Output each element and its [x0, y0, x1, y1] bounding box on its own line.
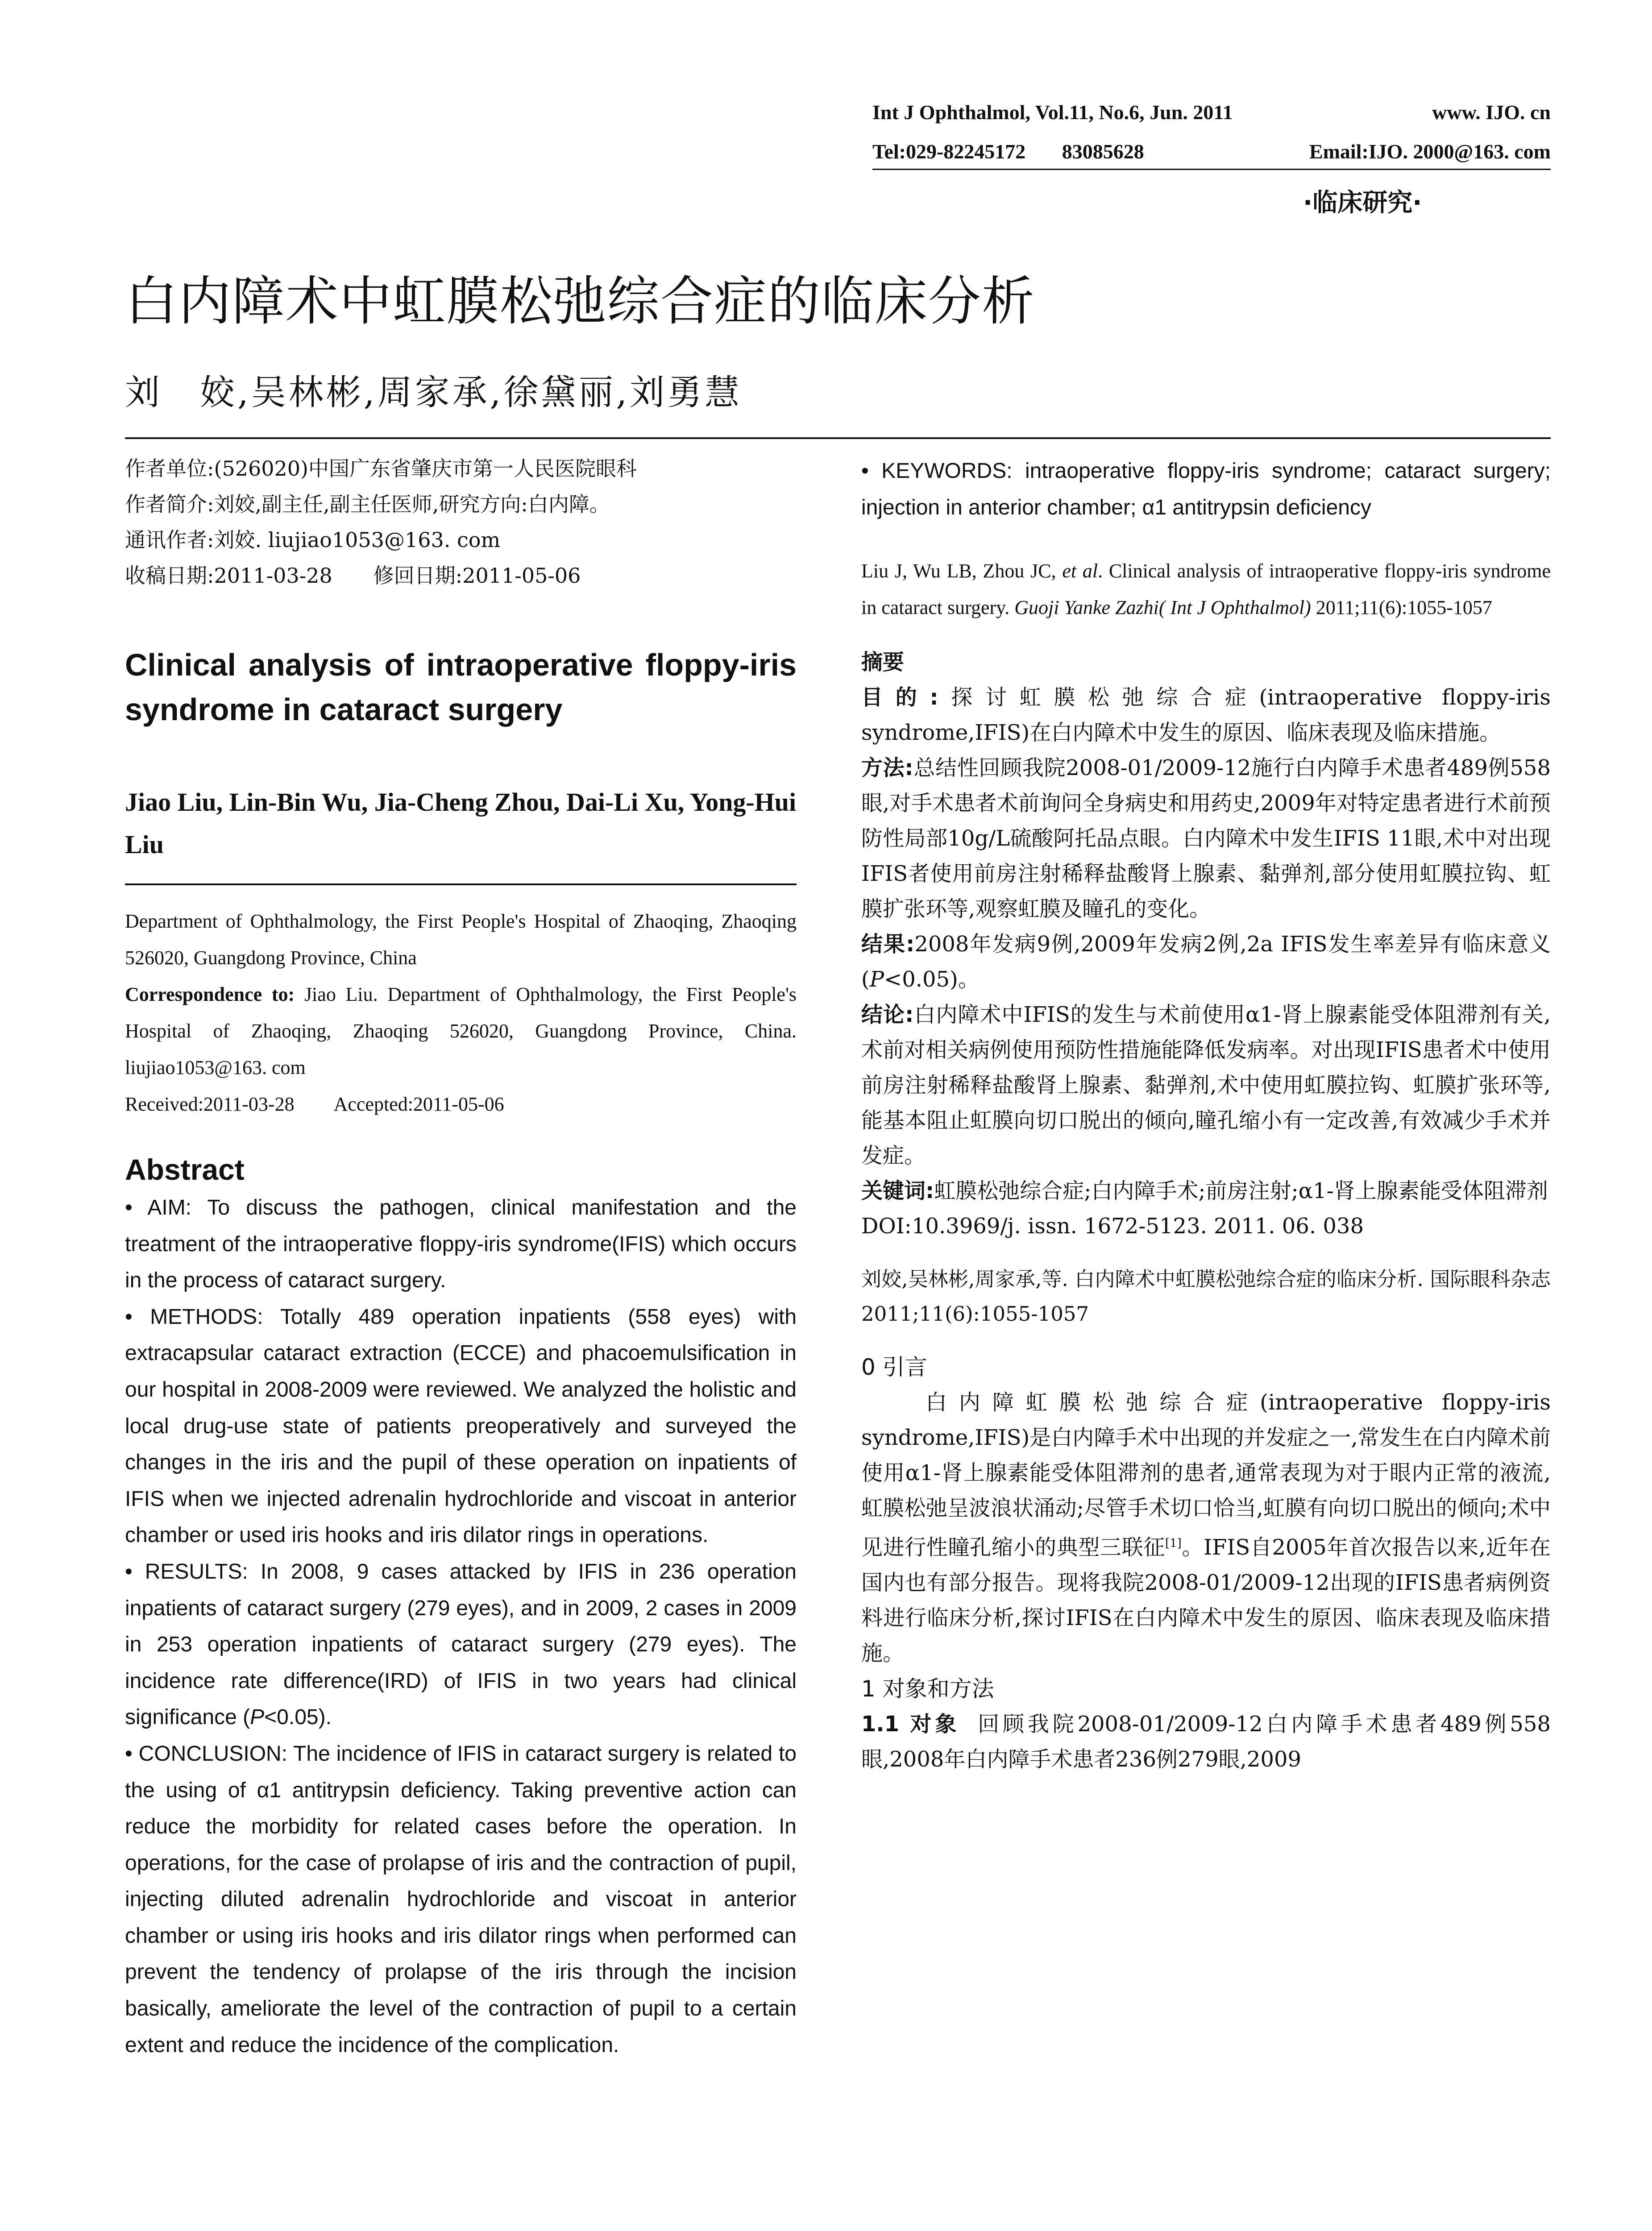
info-dates: 收稿日期:2011-03-28 修回日期:2011-05-06 [125, 564, 581, 588]
zh-methods-text: 总结性回顾我院2008-01/2009-12施行白内障手术患者489例558眼,对手术患者术前询问全身病史和用药史,2009年对特定患者进行术前预防性局部10g/L硫酸阿托品点眼。白内障术中发生IFIS 11眼,术中对出现IFIS者使用前房注射稀释盐酸肾上腺素、黏弹剂,部分使用虹膜拉钩、虹膜扩张环等,观察虹膜及瞳孔的变化。 [861, 755, 1551, 921]
results-p: P [250, 1705, 265, 1729]
abstract-zh [861, 645, 1551, 1244]
intro-ref: [1] [1165, 1537, 1182, 1550]
abstract-zh-conclusion [861, 997, 1551, 1174]
abstract-zh-keywords [861, 1174, 1551, 1209]
abstract-conclusion [125, 1736, 797, 2063]
conclusion-text: The incidence of IFIS in cataract surgery is related to the using of α1 antitrypsin deficiency. Taking preventive action can reduce the morbidity for related cases before the operation. In operations, for the case of prolapse of iris and the contraction of pupil, injecting diluted adrenalin hydrochloride and viscoat in anterior chamber or using iris hooks and iris dilator rings when performed can prevent the tendency of prolapse of the iris through the incision basically, ameliorate the level of the contraction of pupil to a certain extent and reduce the incidence of the complication. [125, 1742, 797, 2057]
section11-text: 回顾我院2008-01/2009-12白内障手术患者489例558眼,2008年白内障手术患者236例279眼,2009 [861, 1712, 1551, 1772]
zh-keywords-label: 关键词: [861, 1178, 934, 1203]
aim-text: To discuss the pathogen, clinical manifestation and the treatment of the intraoperative floppy-iris syndrome(IFIS) which occurs in the process of cataract surgery. [125, 1196, 797, 1293]
correspondence-text: Jiao Liu. Department of Ophthalmology, the First People's Hospital of Zhaoqing, Zhaoqing 526020, Guangdong Province, China. liujiao1053@163. com [125, 983, 797, 1078]
intro-text: 白内障虹膜松弛综合症(intraoperative floppy-iris syndrome,IFIS)是白内障手术中出现的并发症之一,常发生在白内障术前使用α1-肾上腺素能受体阻滞剂的患者,通常表现为对于眼内正常的液流,虹膜松弛呈波浪状涌动;尽管手术切口恰当,虹膜有向切口脱出的倾向;术中见进行性瞳孔缩小的典型三联征 [861, 1390, 1551, 1560]
header-rule [872, 169, 1551, 170]
citation-title: . Clinical analysis of intraoperative floppy-iris syndrome in cataract surgery. [861, 560, 1551, 618]
zh-aim-text: 探讨虹膜松弛综合症(intraoperative floppy-iris syndrome,IFIS)在白内障术中发生的原因、临床表现及临床措施。 [861, 685, 1551, 745]
intro-heading: 0 引言 [861, 1354, 927, 1380]
received-en: Received:2011-03-28 Accepted:2011-05-06 [125, 1093, 504, 1115]
results-post: <0.05). [264, 1705, 332, 1729]
info-unit: 作者单位:(526020)中国广东省肇庆市第一人民医院眼科 [125, 456, 637, 481]
abstract-zh-aim [861, 680, 1551, 751]
zh-results-label: 结果: [861, 932, 915, 957]
journal-tel2: 83085628 [1062, 140, 1144, 163]
abstract-results [125, 1554, 797, 1736]
keywords-label: • KEYWORDS: [861, 459, 1013, 483]
methods-text: Totally 489 operation inpatients (558 eyes) with extracapsular cataract extraction (ECCE) and phacoemulsification in our hospital in 2008-2009 were reviewed. We analyzed the holistic and local drug-use state of patients preoperatively and surveyed the changes in the iris and the pupil of these operation on inpatients of IFIS when we injected adrenalin hydrochloride and viscoat in anterior chamber or used iris hooks and iris dilator rings in operations. [125, 1305, 797, 1547]
section11-paragraph [861, 1707, 1551, 1777]
abstract-heading: Abstract [125, 1153, 245, 1186]
affiliation-en [125, 903, 797, 1123]
zh-conclusion-text: 白内障术中IFIS的发生与术前使用α1-肾上腺素能受体阻滞剂有关,术前对相关病例使用预防性措施能降低发病率。对出现IFIS患者术中使用前房注射稀释盐酸肾上腺素、黏弹剂,术中使用虹膜拉钩、虹膜扩张环等,能基本阻止虹膜向切口脱出的倾向,瞳孔缩小有一定改善,有效减少手术并发症。 [861, 1002, 1551, 1168]
results-label: • RESULTS: [125, 1559, 248, 1584]
journal-header-line1 [872, 99, 1551, 126]
info-correspondence: 通讯作者:刘姣. liujiao1053@163. com [125, 528, 501, 552]
zh-aim-label: 目的: [861, 685, 938, 710]
keywords-en [861, 453, 1551, 526]
journal-email: Email:IJO. 2000@163. com [1309, 140, 1551, 163]
abstract-zh-heading: 摘要 [861, 650, 905, 675]
zh-methods-label: 方法: [861, 755, 913, 780]
abstract-en [125, 1190, 797, 2063]
citation-en [861, 553, 1551, 626]
citation-journal: Guoji Yanke Zazhi( Int J Ophthalmol) [1014, 597, 1311, 618]
zh-conclusion-label: 结论: [861, 1002, 914, 1027]
abstract-aim [125, 1190, 797, 1299]
authors-en: Jiao Liu, Lin-Bin Wu, Jia-Cheng Zhou, Dai-Li Xu, Yong-Hui Liu [125, 788, 797, 859]
section-label: ·临床研究· [1303, 188, 1422, 217]
zh-results-text: 2008年发病9例,2009年发病2例,2a IFIS发生率差异有临床意义( [861, 932, 1551, 992]
section1-heading: 1 对象和方法 [861, 1676, 994, 1702]
abstract-zh-doi: DOI:10.3969/j. issn. 1672-5123. 2011. 06. 038 [861, 1214, 1364, 1239]
keywords-text: intraoperative floppy-iris syndrome; cataract surgery; injection in anterior chamber; α1 antitrypsin deficiency [861, 459, 1551, 519]
zh-results-post: <0.05)。 [884, 967, 980, 992]
left-column [125, 451, 797, 2063]
conclusion-label: • CONCLUSION: [125, 1742, 288, 1766]
author-info-zh [125, 451, 797, 593]
intro-paragraph [861, 1385, 1551, 1671]
journal-tel: Tel:029-82245172 [872, 140, 1026, 163]
abstract-zh-methods [861, 751, 1551, 927]
citation-volume: 2011;11(6):1055-1057 [1311, 597, 1492, 618]
intro-text-cont: 。IFIS自2005年首次报告以来,近年在国内也有部分报告。现将我院2008-01/2009-12出现的IFIS患者病例资料进行临床分析,探讨IFIS在白内障术中发生的原因、临床表现及临床措施。 [861, 1535, 1551, 1666]
results-text: In 2008, 9 cases attacked by IFIS in 236 operation inpatients of cataract surgery (279 eyes), and in 2009, 2 cases in 2009 in 253 operation inpatients of cataract surgery (279 eyes). The incidence rate difference(IRD) of IFIS in two years had clinical significance ( [125, 1559, 797, 1729]
title-en: Clinical analysis of intraoperative floppy-iris syndrome in cataract surgery [125, 647, 797, 727]
authors-rule [125, 883, 797, 885]
journal-citation: Int J Ophthalmol, Vol.11, No.6, Jun. 2011 [872, 101, 1233, 124]
citation-authors: Liu J, Wu LB, Zhou JC, [861, 560, 1063, 582]
right-column [861, 453, 1551, 1777]
title-rule [125, 437, 1551, 439]
citation-zh: 刘姣,吴林彬,周家承,等. 白内障术中虹膜松弛综合症的临床分析. 国际眼科杂志 2011;11(6):1055-1057 [861, 1267, 1551, 1326]
citation-etal: et al [1062, 560, 1098, 582]
authors-zh: 刘 姣,吴林彬,周家承,徐黛丽,刘勇慧 [125, 373, 743, 413]
page-title: 白内障术中虹膜松弛综合症的临床分析 [125, 270, 1036, 332]
abstract-zh-results [861, 927, 1551, 997]
zh-results-p: P [869, 967, 884, 992]
aim-label: • AIM: [125, 1196, 192, 1219]
affiliation-text: Department of Ophthalmology, the First People's Hospital of Zhaoqing, Zhaoqing 526020, Guangdong Province, China [125, 910, 797, 969]
journal-header-line2 [872, 138, 1551, 165]
section11-label: 1.1 对象 [861, 1712, 960, 1737]
correspondence-en [125, 976, 797, 1086]
info-bio: 作者简介:刘姣,副主任,副主任医师,研究方向:白内障。 [125, 492, 610, 516]
correspondence-label: Correspondence to: [125, 983, 295, 1005]
journal-url: www. IJO. cn [1432, 101, 1551, 124]
abstract-methods [125, 1299, 797, 1554]
methods-label: • METHODS: [125, 1305, 263, 1329]
zh-keywords-text: 虹膜松弛综合症;白内障手术;前房注射;α1-肾上腺素能受体阻滞剂 [934, 1178, 1548, 1203]
